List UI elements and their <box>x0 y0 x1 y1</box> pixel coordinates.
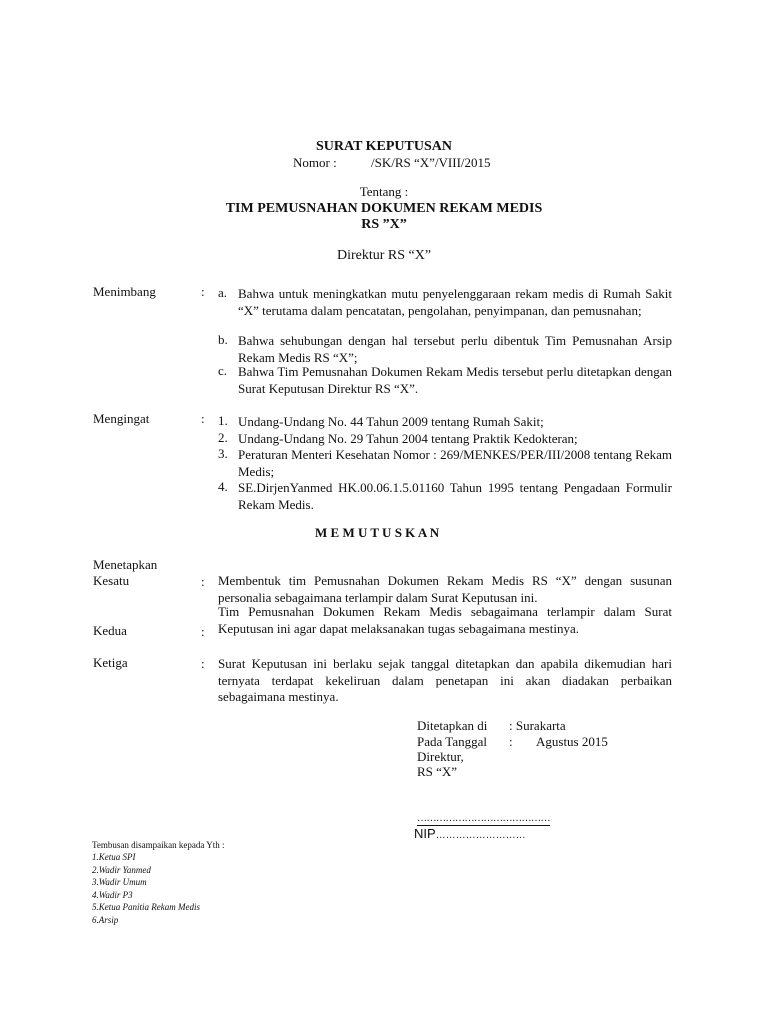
nip-dots: ……………………… <box>435 830 526 841</box>
tanggal-label: Pada Tanggal <box>417 734 487 749</box>
tentang-label: Tentang : <box>359 184 409 199</box>
issuer: Direktur RS “X” <box>336 248 432 263</box>
list-item: 4.Wadir P3 <box>92 889 133 900</box>
document-title: SURAT KEPUTUSAN <box>315 139 452 154</box>
list-item: Bahwa Tim Pemusnahan Dokumen Rekam Medis tersebut perlu ditetapkan dengan Surat Keputusan Direktur RS “X”. <box>238 364 672 396</box>
list-item: Peraturan Menteri Kesehatan Nomor : 269/MENKES/PER/III/2008 tentang Rekam Medis; <box>238 447 672 479</box>
nip-text: NIP <box>414 826 436 841</box>
mengingat-colon: : <box>201 411 205 426</box>
list-item: 1.Ketua SPI <box>92 852 136 862</box>
list-item: Undang-Undang No. 44 Tahun 2009 tentang Rumah Sakit; <box>238 414 544 429</box>
list-item: 6.Arsip <box>92 914 119 925</box>
kedua-colon: : <box>201 624 205 639</box>
ketiga-label: Ketiga <box>93 655 128 670</box>
menimbang-label: Menimbang <box>93 284 156 299</box>
list-item: Bahwa untuk meningkatkan mutu penyelenggaraan rekam medis di Rumah Sakit “X” terutama dalam pencatatan, pengolahan, penyimpanan, dan pemusnahan; <box>238 286 672 318</box>
nomor-value: /SK/RS “X”/VIII/2015 <box>371 155 491 170</box>
kesatu-colon: : <box>201 574 205 589</box>
list-item: 5.Ketua Panitia Rekam Medis <box>92 902 200 912</box>
list-item-mark: b. <box>218 332 228 347</box>
list-item-mark: 1. <box>218 413 228 428</box>
list-item-mark: c. <box>218 363 228 378</box>
list-item-mark: 4. <box>218 479 228 494</box>
list-item-mark: 3. <box>218 446 228 461</box>
signature-line: …………………………………… <box>417 813 550 824</box>
tanggal-value: Agustus 2015 <box>536 734 608 749</box>
direktur-label: Direktur, <box>417 749 464 764</box>
ditetapkan-label: Ditetapkan di <box>417 718 488 733</box>
ketiga-colon: : <box>201 656 205 671</box>
menetapkan-label: Menetapkan <box>93 557 158 572</box>
list-item: Undang-Undang No. 29 Tahun 2004 tentang Praktik Kedokteran; <box>238 431 578 446</box>
kedua-label: Kedua <box>93 623 127 638</box>
list-item: 2.Wadir Yanmed <box>92 864 151 875</box>
tembusan-heading: Tembusan disampaikan kepada Yth : <box>92 840 225 850</box>
tembusan-list <box>92 851 200 926</box>
memutuskan-heading: M E M U T U S K A N <box>315 525 440 540</box>
kedua-text: Tim Pemusnahan Dokumen Rekam Medis sebagaimana terlampir dalam Surat Keputusan ini agar dapat melaksanakan tugas sebagaimana mestinya. <box>218 604 672 636</box>
subject-line-2: RS ”X” <box>361 217 407 232</box>
list-item-mark: 2. <box>218 430 228 445</box>
menimbang-colon: : <box>201 284 205 299</box>
mengingat-label: Mengingat <box>93 411 150 426</box>
tanggal-colon: : <box>509 734 513 749</box>
nomor-label: Nomor : <box>293 155 337 170</box>
list-item: Bahwa sehubungan dengan hal tersebut perlu dibentuk Tim Pemusnahan Arsip Rekam Medis RS “X”; <box>238 333 672 365</box>
kesatu-label: Kesatu <box>93 573 130 588</box>
list-item: 3.Wadir Umum <box>92 877 147 887</box>
ditetapkan-value: : Surakarta <box>509 718 566 733</box>
ketiga-text: Surat Keputusan ini berlaku sejak tanggal ditetapkan dan apabila dikemudian hari ternyata terdapat kekeliruan dalam penetapan ini akan diadakan perbaikan sebagaimana mestinya. <box>218 656 672 704</box>
subject-line-1: TIM PEMUSNAHAN DOKUMEN REKAM MEDIS <box>225 201 543 216</box>
list-item: SE.DirjenYanmed HK.00.06.1.5.01160 Tahun 1995 tentang Pengadaan Formulir Rekam Medis. <box>238 480 672 512</box>
list-item-mark: a. <box>218 285 228 300</box>
nip-label <box>414 826 526 841</box>
kesatu-text: Membentuk tim Pemusnahan Dokumen Rekam Medis RS “X” dengan susunan personalia sebagaimana terlampir dalam Surat Keputusan ini. <box>218 573 672 605</box>
rs-label: RS “X” <box>417 764 458 779</box>
